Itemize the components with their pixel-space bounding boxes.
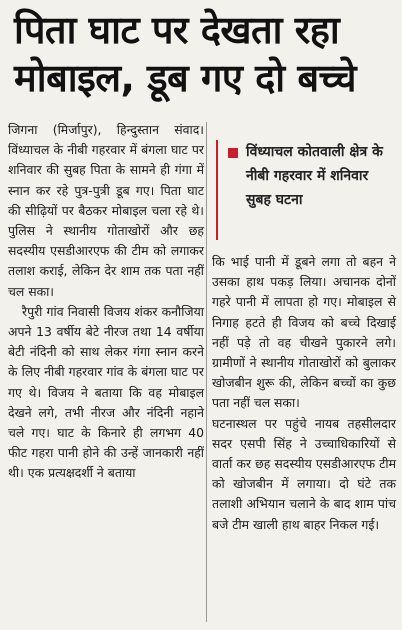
headline-line-1: पिता घाट पर देखता रहा [14,8,340,52]
pullquote-text: विंध्याचल कोतवाली क्षेत्र के नीबी गहरवार में शनिवार सुबह घटना [246,144,383,208]
article-paragraph: जिगना (मिर्जापुर), हिन्दुस्तान संवाद। विंध्याचल के नीबी गहरवार में बंगला घाट पर शनिवार की सुबह पिता के सामने ही गंगा में स्नान कर रहे पुत्र-पुत्री डूब गए। पिता घाट की सीढ़ियों पर बैठकर मोबाइल चला रहे थे। पुलिस ने स्थानीय गोताखोरों और छह सदस्यीय एसडीआरएफ की टीम को लगाकर तलाश कराई, लेकिन देर शाम तक पता नहीं चल सका। [8,122,204,299]
square-bullet-icon [228,148,238,158]
article-column-right [212,252,396,535]
article-paragraph: रैपुरी गांव निवासी विजय शंकर कनौजिया अपने 13 वर्षीय बेटे नीरज तथा 14 वर्षीया बेटी नंदिनी को साथ लेकर गंगा स्नान करने के लिए नीबी गहरवार गांव के बंगला घाट पर गए थे। विजय ने बताया कि वह मोबाइल देखने लगे, तभी नीरज और नंदिनी नहाने चले गए। घाट के किनारे ही लगभग 40 फीट गहरा पानी होने की उन्हें जानकारी नहीं थी। एक प्रत्यक्षदर्शी ने बताया [8,303,204,481]
article-paragraph: कि भाई पानी में डूबने लगा तो बहन ने उसका हाथ पकड़ लिया। अचानक दोनों गहरे पानी में लापता हो गए। मोबाइल से निगाह हटते ही विजय को बच्चे दिखाई नहीं पड़े तो वह चीखने पुकारने लगे। ग्रामीणों ने स्थानीय गोताखोरों को बुलाकर खोजबीन शुरू की, लेकिन बच्चों का कुछ पता नहीं चल सका। [212,254,396,411]
pullquote [216,140,396,240]
article-paragraph: घटनास्थल पर पहुंचे नायब तहसीलदार सदर एसपी सिंह ने उच्चाधिकारियों से वार्ता कर छह सदस्यीय एसडीआरएफ टीम को खोजबीन में लगाया। दो घंटे तक तलाशी अभियान चलाने के बाद शाम पांच बजे टीम खाली हाथ बाहर निकल गई। [212,415,396,532]
headline-line-2: मोबाइल, डूब गए दो बच्चे [14,56,356,100]
column-divider [206,122,207,622]
article-column-left [8,120,204,484]
headline [14,6,394,102]
